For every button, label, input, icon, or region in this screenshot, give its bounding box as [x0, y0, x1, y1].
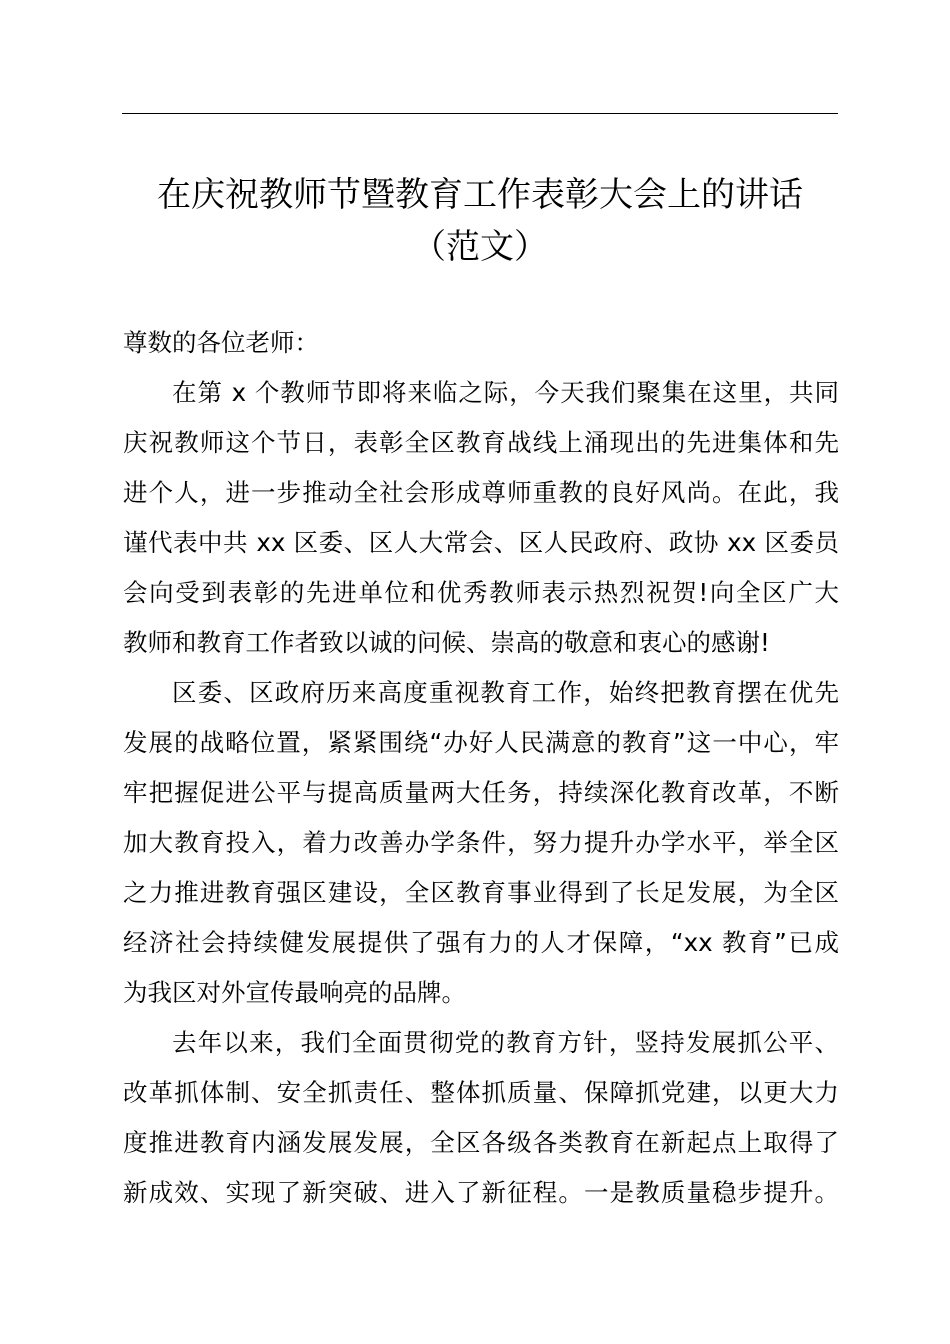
paragraph-line: 区委、区政府历来高度重视教育工作，始终把教育摆在优先	[172, 678, 839, 707]
paragraph-line: 去年以来，我们全面贯彻党的教育方针，竖持发展抓公平、	[172, 1028, 839, 1057]
paragraph-line: 发展的战略位置，紧紧围绕“办好人民满意的教育”这一中心，牢	[123, 728, 839, 757]
paragraph-line: 庆祝教师这个节日，表彰全区教育战线上涌现出的先进集体和先	[123, 428, 839, 457]
paragraph-line: 改革抓体制、安全抓责任、整体抓质量、保障抓党建，以更大力	[123, 1078, 839, 1107]
paragraph-line: 之力推进教育强区建设，全区教育事业得到了长足发展，为全区	[123, 878, 839, 907]
paragraph-line: 教师和教育工作者致以诚的问候、崇高的敬意和衷心的感谢!	[123, 628, 770, 657]
document-subtitle: （范文）	[412, 227, 548, 267]
paragraph-line: 加大教育投入，着力改善办学条件，努力提升办学水平，举全区	[123, 828, 839, 857]
paragraph-line: 进个人，进一步推动全社会形成尊师重教的良好风尚。在此，我	[123, 478, 839, 507]
paragraph-line: 在第 x 个教师节即将来临之际，今天我们聚集在这里，共同	[172, 378, 839, 407]
document-title: 在庆祝教师节暨教育工作表彰大会上的讲话	[157, 175, 803, 215]
paragraph-line: 会向受到表彰的先进单位和优秀教师表示热烈祝贺!向全区广大	[123, 578, 839, 607]
paragraph-line: 牢把握促进公平与提高质量两大任务，持续深化教育改革，不断	[123, 778, 839, 807]
paragraph-line: 度推进教育内涵发展发展，全区各级各类教育在新起点上取得了	[123, 1128, 839, 1157]
paragraph-line: 经济社会持续健发展提供了强有力的人才保障，“xx 教育”已成	[123, 928, 839, 957]
paragraph-line: 新成效、实现了新突破、进入了新征程。一是教质量稳步提升。	[123, 1178, 839, 1207]
header-rule	[122, 113, 838, 114]
salutation: 尊数的各位老师：	[123, 328, 319, 357]
paragraph-line: 谨代表中共 xx 区委、区人大常会、区人民政府、政协 xx 区委员	[123, 528, 839, 557]
paragraph-line: 为我区对外宣传最响亮的品牌。	[123, 978, 466, 1007]
